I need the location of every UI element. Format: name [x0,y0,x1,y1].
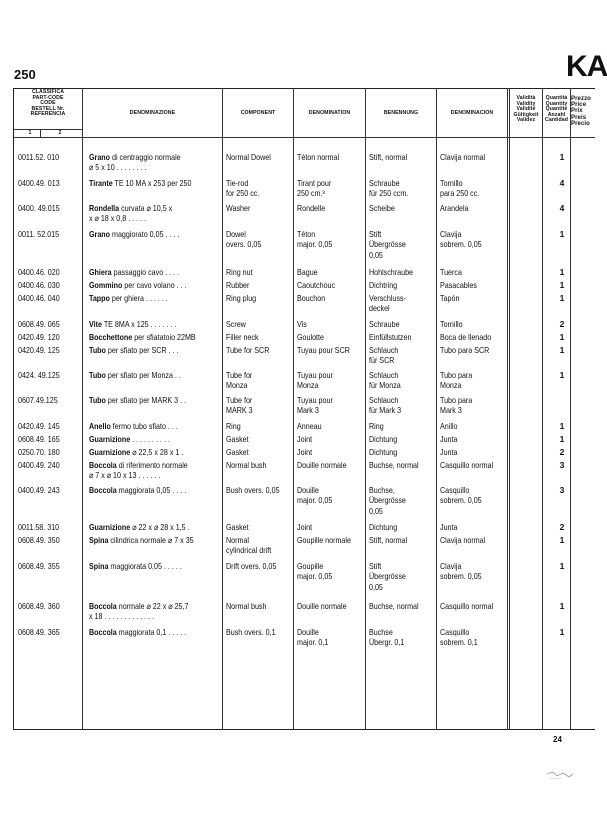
description-it: Spina maggiorata 0,05 . . . . . [89,561,182,571]
denomination-fr: Téton [297,229,316,239]
quantity: 1 [559,152,565,162]
denominacion-es: sobrem. 0,05 [440,571,482,582]
benennung-de: Buchse [369,627,393,637]
component-en: Dowel [226,229,246,239]
quantity: 1 [559,345,565,355]
denominacion-es: Casquillo normal [440,601,494,611]
header-classifica-col2: 2 [58,130,62,136]
quantity: 2 [559,447,565,457]
description-it: Tubo per sfiato per MARK 3 . . [89,395,187,405]
component-en: Ring nut [226,267,253,277]
quantity: 1 [559,434,565,444]
description-it: ⌀ 5 x 10 . . . . . . . . [89,162,147,173]
component-en: Normal bush [226,601,267,611]
denominacion-es: Arandela [440,203,469,213]
denomination-fr: Anneau [297,421,322,431]
denomination-fr: Douille normale [297,601,347,611]
benennung-de: Ring [369,421,384,431]
description-it: Guarnizione ⌀ 22,5 x 28 x 1 . [89,447,184,457]
col-divider [82,88,83,730]
denomination-fr: Joint [297,522,313,532]
denominacion-es: sobrem. 0,05 [440,495,482,506]
header-validita: Validità Validity Validité Gültigkeit Validez [513,95,539,124]
component-en: Tube for [226,370,253,380]
component-en: overs. 0,05 [226,239,262,250]
denominacion-es: Tuerca [440,267,462,277]
denomination-fr: Bague [297,267,318,277]
quantity: 1 [559,332,565,342]
benennung-de: Übergr. 0,1 [369,637,405,648]
denomination-fr: Vis [297,319,307,329]
benennung-de: 0,05 [369,505,383,516]
quantity: 1 [559,229,565,239]
part-code: 0400.46. 040 [18,293,60,303]
benennung-de: für 250 ccm. [369,188,409,199]
denominacion-es: Tornillo [440,178,463,188]
denominacion-es: Casquillo normal [440,460,494,470]
quantity: 3 [559,485,565,495]
part-code: 0011.58. 310 [18,522,60,532]
denominacion-es: Tapón [440,293,460,303]
denominacion-es: Tubo para [440,370,473,380]
description-it: Grano maggiorato 0,05 . . . . [89,229,180,239]
denominacion-es: sobrem. 0,05 [440,239,482,250]
benennung-de: Schlauch [369,345,399,355]
benennung-de: Stift [369,229,382,239]
benennung-de: Dichtring [369,280,398,290]
component-en: Screw [226,319,246,329]
denominacion-es: Pasacables [440,280,477,290]
denomination-fr: Bouchon [297,293,326,303]
benennung-de: Übergrösse [369,571,406,582]
component-en: Rubber [226,280,250,290]
denomination-fr: 250 cm.³ [297,188,325,199]
quantity: 4 [559,178,565,188]
denomination-fr: major. 0,1 [297,637,329,648]
denominacion-es: sobrem. 0,1 [440,637,478,648]
denomination-fr: Tirant pour [297,178,332,188]
quantity: 1 [559,627,565,637]
scan-artifact-icon [545,768,575,782]
quantity: 1 [559,280,565,290]
denominacion-es: Clavija normal [440,535,486,545]
part-code: 0420.49. 120 [18,332,60,342]
part-code: 0608.49. 360 [18,601,60,611]
denominacion-es: Monza [440,380,462,391]
part-code: 0011. 52.015 [18,229,60,239]
description-it: Boccola normale ⌀ 22 x ⌀ 25,7 [89,601,189,611]
quantity: 1 [559,561,565,571]
part-code: 0608.49. 065 [18,319,60,329]
benennung-de: für SCR [369,355,395,366]
part-code: 0608.49. 355 [18,561,60,571]
benennung-de: Schraube [369,178,400,188]
component-en: Bush overs. 0,05 [226,485,280,495]
description-it: Anello fermo tubo sfiato . . . [89,421,178,431]
benennung-de: für Mark 3 [369,405,402,416]
component-en: Ring [226,421,241,431]
description-it: Boccola maggiorata 0,05 . . . . [89,485,187,495]
denominacion-es: Junta [440,447,458,457]
benennung-de: Dichtung [369,434,398,444]
col-divider [542,88,543,730]
denominacion-es: para 250 cc. [440,188,480,199]
quantity: 3 [559,460,565,470]
part-code: 0420.49. 125 [18,345,60,355]
denominacion-es: Casquillo [440,627,470,637]
denomination-fr: Tuyau pour SCR [297,345,350,355]
denomination-fr: Goulotte [297,332,324,342]
component-en: Normal Dowel [226,152,271,162]
quantity: 1 [559,421,565,431]
header-quantita: Quantità Quantity Quantité Anzahl Cantidad [545,95,568,124]
col-divider [570,88,571,730]
denominacion-es: Casquillo [440,485,470,495]
denomination-fr: Mark 3 [297,405,319,416]
benennung-de: 0,05 [369,581,383,592]
denomination-fr: Goupille normale [297,535,351,545]
description-it: Tubo per sfiato per Monza . . [89,370,181,380]
description-it: Guarnizione ⌀ 22 x ⌀ 28 x 1,5 . [89,522,190,532]
benennung-de: 0,05 [369,249,383,260]
col-divider [507,88,510,730]
benennung-de: Einfüllstutzen [369,332,412,342]
component-en: Tie-rod [226,178,249,188]
denomination-fr: Douille [297,627,319,637]
header-denominazione: DENOMINAZIONE [129,110,176,116]
denomination-fr: Caoutchouc [297,280,336,290]
quantity: 1 [559,601,565,611]
quantity: 1 [559,293,565,303]
denomination-fr: Tuyau pour [297,395,333,405]
denomination-fr: Douille [297,485,319,495]
header-subseparator [13,129,82,130]
header-component: COMPONENT [240,110,276,116]
denomination-fr: Téton normal [297,152,340,162]
header-prezzo: Prezzo Price Prix Preis Precio [571,96,591,127]
component-en: Filler neck [226,332,259,342]
footer-page-number: 24 [553,735,562,744]
denomination-fr: Goupille [297,561,324,571]
quantity: 1 [559,267,565,277]
description-it: Spina cilindrica normale ⌀ 7 x 35 [89,535,194,545]
description-it: Bocchettone per sfiatatoio 22MB [89,332,196,342]
part-code: 0400. 49.015 [18,203,60,213]
quantity: 4 [559,203,565,213]
benennung-de: Hohlschraube [369,267,414,277]
description-it: x 18 . . . . . . . . . . . . . [89,611,155,622]
denomination-fr: Tuyau pour [297,370,333,380]
part-code: 0400.49. 243 [18,485,60,495]
component-en: Monza [226,380,248,391]
component-en: Tube for SCR [226,345,270,355]
denominacion-es: Mark 3 [440,405,462,416]
denomination-fr: major. 0,05 [297,571,333,582]
benennung-de: für Monza [369,380,401,391]
description-it: ⌀ 7 x ⌀ 10 x 13 . . . . . . [89,470,161,481]
quantity: 1 [559,370,565,380]
component-en: Gasket [226,434,249,444]
header-separator [13,137,595,138]
description-it: x ⌀ 18 x 0,8 . . . . . [89,213,147,224]
benennung-de: Scheibe [369,203,395,213]
denominacion-es: Tubo para SCR [440,345,490,355]
component-en: Tube for [226,395,253,405]
part-code: 0608.49. 165 [18,434,60,444]
benennung-de: Schraube [369,319,400,329]
benennung-de: Schlauch [369,370,399,380]
col-divider [222,88,223,730]
col-divider [293,88,294,730]
part-code: 0400.46. 030 [18,280,60,290]
benennung-de: Stift, normal [369,152,408,162]
header-subdivider [40,130,41,137]
denominacion-es: Junta [440,434,458,444]
description-it: Tirante TE 10 MA x 253 per 250 [89,178,192,188]
benennung-de: deckel [369,303,390,314]
component-en: Washer [226,203,251,213]
part-code: 0400.49. 240 [18,460,60,470]
col-divider [365,88,366,730]
denominacion-es: Boca de llenado [440,332,492,342]
component-en: Ring plug [226,293,257,303]
denomination-fr: Joint [297,434,313,444]
benennung-de: Buchse, [369,485,395,495]
header-classifica: CLASSIFICA PART-CODE CODE BESTELL Nr. REFERENCIA [30,89,66,118]
component-en: Bush overs. 0,1 [226,627,276,637]
denominacion-es: Junta [440,522,458,532]
description-it: Tappo per ghiera . . . . . . [89,293,168,303]
header-denominacion: DENOMINACION [450,110,494,116]
part-code: 0250.70. 180 [18,447,60,457]
part-code: 0424. 49.125 [18,370,60,380]
denomination-fr: Joint [297,447,313,457]
description-it: Boccola di riferimento normale [89,460,188,470]
component-en: Drift overs. 0,05 [226,561,277,571]
part-code: 0608.49. 365 [18,627,60,637]
col-divider [436,88,437,730]
denomination-fr: major. 0,05 [297,495,333,506]
component-en: MARK 3 [226,405,253,416]
denominacion-es: Clavija normal [440,152,486,162]
benennung-de: Übergrösse [369,495,406,506]
description-it: Boccola maggiorata 0,1 . . . . . [89,627,187,637]
denominacion-es: Tubo para [440,395,473,405]
description-it: Rondella curvata ⌀ 10,5 x [89,203,173,213]
denominacion-es: Tornillo [440,319,463,329]
component-en: Normal bush [226,460,267,470]
denominacion-es: Clavija [440,561,462,571]
denomination-fr: Monza [297,380,319,391]
description-it: Tubo per sfiato per SCR . . . [89,345,179,355]
component-en: Gasket [226,447,249,457]
header-benennung: BENENNUNG [383,110,419,116]
benennung-de: Dichtung [369,447,398,457]
denomination-fr: Douille normale [297,460,347,470]
quantity: 2 [559,319,565,329]
component-en: Gasket [226,522,249,532]
quantity: 2 [559,522,565,532]
component-en: for 250 cc. [226,188,260,199]
benennung-de: Stift, normal [369,535,408,545]
description-it: Grano di centraggio normale [89,152,181,162]
benennung-de: Dichtung [369,522,398,532]
header-denomination: DENOMINATION [308,110,351,116]
part-code: 0011.52. 010 [18,152,60,162]
benennung-de: Stift [369,561,382,571]
page-number: 250 [14,67,36,82]
part-code: 0400.46. 020 [18,267,60,277]
quantity: 1 [559,535,565,545]
benennung-de: Buchse, normal [369,601,419,611]
denomination-fr: Rondelle [297,203,326,213]
description-it: Gommino per cavo volano . . . [89,280,187,290]
description-it: Vite TE 8MA x 125 . . . . . . . [89,319,177,329]
denominacion-es: Clavija [440,229,462,239]
benennung-de: Übergrösse [369,239,406,250]
denomination-fr: major. 0,05 [297,239,333,250]
description-it: Ghiera passaggio cavo . . . . [89,267,180,277]
benennung-de: Verschluss- [369,293,406,303]
description-it: Guarnizione . . . . . . . . . . [89,434,170,444]
benennung-de: Schlauch [369,395,399,405]
benennung-de: Buchse, normal [369,460,419,470]
component-en: cylindrical drift [226,545,272,556]
part-code: 0608.49. 350 [18,535,60,545]
part-code: 0607.49.125 [18,395,58,405]
part-code: 0420.49. 145 [18,421,60,431]
header-classifica-col1: 1 [28,130,32,136]
component-en: Normal [226,535,250,545]
part-code: 0400.49. 013 [18,178,60,188]
denominacion-es: Anillo [440,421,458,431]
brand-title: KA [566,50,607,83]
